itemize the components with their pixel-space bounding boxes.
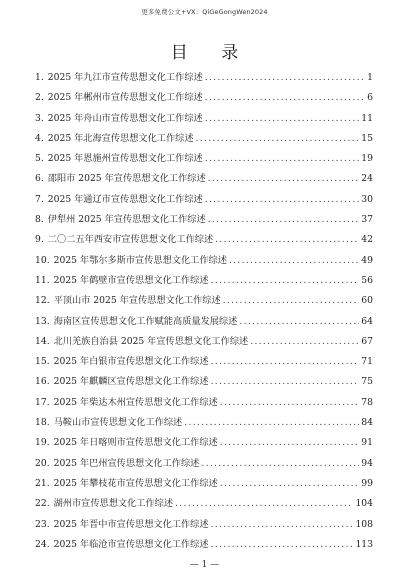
toc-leader-dots — [205, 88, 365, 108]
toc-leader-dots — [175, 494, 353, 514]
toc-leader-dots — [208, 210, 360, 230]
toc-entry-title: 伊犁州 2025 年宣传思想文化工作综述 — [47, 214, 206, 226]
toc-entry-page: 60 — [361, 295, 373, 307]
toc-entry-title: 2025 年柴达木州宣传思想文化工作综述 — [53, 396, 218, 408]
toc-entry[interactable] — [35, 109, 373, 129]
toc-entry-title: 2025 年通辽市宣传思想文化工作综述 — [47, 193, 203, 205]
toc-entry-page: 30 — [361, 193, 373, 205]
toc-entry[interactable] — [35, 312, 373, 332]
toc-entry-page: 1 — [367, 72, 373, 83]
page-number: — 1 — — [189, 560, 220, 570]
toc-entry-page: 75 — [361, 376, 373, 388]
toc-leader-dots — [211, 271, 360, 291]
toc-entry-number: 18. — [35, 417, 50, 429]
toc-leader-dots — [220, 393, 360, 413]
page-title: 目 录 — [170, 43, 253, 63]
toc-entry-number: 20. — [35, 457, 50, 469]
toc-entry[interactable] — [35, 88, 373, 108]
toc-entry[interactable] — [35, 413, 373, 433]
toc-entry[interactable] — [35, 494, 373, 514]
toc-entry-number: 16. — [35, 376, 50, 388]
toc-entry[interactable] — [35, 251, 373, 271]
toc-leader-dots — [201, 454, 359, 474]
toc-leader-dots — [215, 230, 359, 250]
toc-entry[interactable] — [35, 393, 373, 413]
toc-leader-dots — [196, 129, 360, 149]
toc-entry-title: 2025 年鄂尔多斯市宣传思想文化工作综述 — [53, 254, 227, 266]
toc-entry-page: 91 — [361, 437, 373, 449]
toc-entry-number: 13. — [35, 315, 50, 327]
toc-entry-number: 1. — [35, 72, 44, 83]
toc-leader-dots — [205, 109, 360, 129]
toc-entry-title: 北川羌族自治县 2025 年宣传思想文化工作综述 — [53, 335, 249, 347]
toc-entry[interactable] — [35, 474, 373, 494]
toc-entry-number: 17. — [35, 396, 50, 408]
toc-entry-number: 23. — [35, 518, 50, 530]
table-of-contents — [35, 68, 373, 555]
toc-entry-page: 78 — [361, 396, 373, 408]
toc-entry-title: 马鞍山市宣传思想文化工作综述 — [53, 417, 183, 429]
toc-entry[interactable] — [35, 68, 373, 88]
toc-entry[interactable] — [35, 535, 373, 555]
toc-leader-dots — [205, 149, 360, 169]
toc-entry-number: 9. — [35, 234, 44, 246]
toc-entry-number: 4. — [35, 132, 44, 144]
toc-entry-title: 2025 年九江市宣传思想文化工作综述 — [47, 72, 203, 83]
toc-entry[interactable] — [35, 230, 373, 250]
header-note: 更多免费公文+VX：QiGeGongWen2024 — [141, 8, 268, 16]
toc-entry[interactable] — [35, 210, 373, 230]
toc-entry-title: 2025 年郴州市宣传思想文化工作综述 — [47, 92, 203, 104]
toc-entry-page: 42 — [361, 234, 373, 246]
toc-leader-dots — [220, 474, 360, 494]
toc-leader-dots — [208, 169, 360, 189]
toc-entry-title: 2025 年麒麟区宣传思想文化工作综述 — [53, 376, 209, 388]
toc-entry-page: 67 — [361, 335, 373, 347]
toc-entry[interactable] — [35, 515, 373, 535]
toc-leader-dots — [211, 352, 360, 372]
toc-entry-number: 7. — [35, 193, 44, 205]
toc-entry-page: 49 — [361, 254, 373, 266]
toc-entry-title: 邵阳市 2025 年宣传思想文化工作综述 — [47, 173, 206, 185]
toc-entry[interactable] — [35, 291, 373, 311]
toc-leader-dots — [205, 68, 365, 88]
toc-entry-page: 37 — [361, 214, 373, 226]
toc-entry-title: 海南区宣传思想文化工作赋能高质量发展综述 — [53, 315, 238, 327]
toc-entry-page: 19 — [361, 153, 373, 165]
toc-entry-number: 2. — [35, 92, 44, 104]
toc-entry[interactable] — [35, 129, 373, 149]
toc-entry-page: 71 — [361, 356, 373, 368]
toc-entry-page: 6 — [367, 92, 373, 104]
toc-entry-number: 3. — [35, 112, 44, 124]
toc-entry-page: 104 — [355, 498, 373, 510]
toc-entry-page: 64 — [361, 315, 373, 327]
toc-entry-title: 2025 年恩施州宣传思想文化工作综述 — [47, 153, 203, 165]
toc-entry-title: 2025 年舟山市宣传思想文化工作综述 — [47, 112, 203, 124]
toc-entry[interactable] — [35, 271, 373, 291]
toc-entry-number: 15. — [35, 356, 50, 368]
toc-entry-number: 14. — [35, 335, 50, 347]
toc-leader-dots — [223, 291, 360, 311]
toc-entry-title: 平顶山市 2025 年宣传思想文化工作综述 — [53, 295, 221, 307]
toc-leader-dots — [239, 312, 359, 332]
toc-entry-page: 56 — [361, 274, 373, 286]
toc-entry[interactable] — [35, 190, 373, 210]
toc-leader-dots — [184, 413, 359, 433]
toc-entry-title: 2025 年北海宣传思想文化工作综述 — [47, 132, 194, 144]
toc-entry-title: 湖州市宣传思想文化工作综述 — [53, 498, 174, 510]
toc-leader-dots — [211, 372, 360, 392]
toc-entry-title: 2025 年攀枝花市宣传思想文化工作综述 — [53, 477, 218, 489]
toc-entry-title: 2025 年白银市宣传思想文化工作综述 — [53, 356, 209, 368]
toc-entry-page: 108 — [355, 518, 373, 530]
toc-entry-title: 2025 年日喀则市宣传思想文化工作综述 — [53, 437, 218, 449]
toc-entry-number: 5. — [35, 153, 44, 165]
toc-entry-page: 84 — [361, 417, 373, 429]
toc-leader-dots — [211, 535, 354, 555]
toc-entry-title: 2025 年临沧市宣传思想文化工作综述 — [53, 538, 209, 550]
toc-entry-page: 94 — [361, 457, 373, 469]
toc-entry-number: 10. — [35, 254, 50, 266]
toc-entry-page: 11 — [361, 112, 373, 124]
toc-entry-number: 22. — [35, 498, 50, 510]
toc-entry-page: 15 — [361, 132, 373, 144]
toc-entry[interactable] — [35, 169, 373, 189]
toc-entry[interactable] — [35, 332, 373, 352]
toc-entry-title: 2025 年鹤壁市宣传思想文化工作综述 — [53, 274, 209, 286]
toc-entry-page: 24 — [361, 173, 373, 185]
toc-leader-dots — [220, 433, 360, 453]
toc-entry-number: 19. — [35, 437, 50, 449]
toc-entry[interactable] — [35, 352, 373, 372]
toc-entry-number: 12. — [35, 295, 50, 307]
toc-leader-dots — [211, 515, 354, 535]
toc-leader-dots — [205, 190, 360, 210]
toc-entry[interactable] — [35, 149, 373, 169]
toc-leader-dots — [229, 251, 359, 271]
toc-entry[interactable] — [35, 372, 373, 392]
toc-entry-number: 11. — [35, 274, 50, 286]
toc-entry-page: 113 — [355, 538, 373, 550]
toc-entry-number: 6. — [35, 173, 44, 185]
toc-entry-title: 2025 年晋中市宣传思想文化工作综述 — [53, 518, 209, 530]
toc-entry-page: 99 — [361, 477, 373, 489]
toc-entry-title: 2025 年巴州宣传思想文化工作综述 — [53, 457, 200, 469]
toc-entry-title: 二〇二五年西安市宣传思想文化工作综述 — [47, 234, 214, 246]
toc-leader-dots — [250, 332, 359, 352]
toc-entry-number: 24. — [35, 538, 50, 550]
toc-entry[interactable] — [35, 454, 373, 474]
toc-entry[interactable] — [35, 433, 373, 453]
toc-entry-number: 8. — [35, 214, 44, 226]
toc-entry-number: 21. — [35, 477, 50, 489]
